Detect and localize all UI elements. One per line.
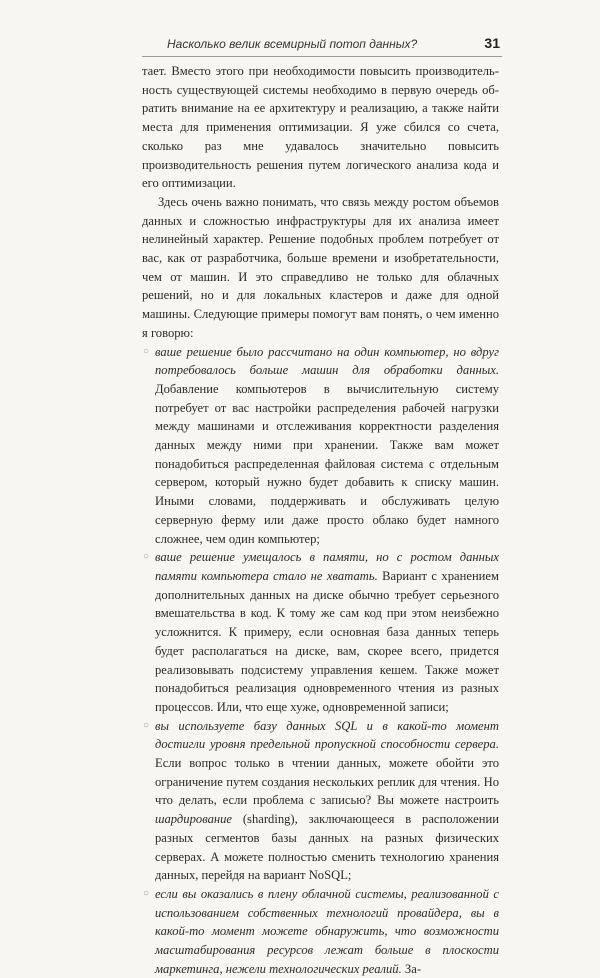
list-item-lead: ваше решение умещалось в памяти, но с ростом данных памяти компьютера стало не хватать. — [155, 550, 499, 583]
list-item-text: Если вопрос только в чтении данных, можете обойти это ограничение путем создания нескольких реплик для чтения. Но что делать, если проблема с записью? Вы можете настроить — [155, 756, 499, 808]
list-item-lead: если вы оказались в плену облачной системы, реализованной с использованием собственных технологий провайдера, вы в какой-то момент можете обнаружить, что возможности масштабирования ресурсов лежат больше в плоскости маркетинга, нежели технологических реалий. — [155, 886, 499, 976]
page-header — [142, 36, 502, 57]
list-item — [142, 343, 499, 549]
list-item-text: (sharding), заключающееся в расположении разных сегментов базы данных на разных физических серверах. А можете полностью сменить технологию хранения данных, перейдя на вариант NoSQL; — [155, 812, 499, 883]
bullet-icon: ○ — [143, 887, 150, 899]
list-item — [142, 717, 499, 885]
list-item-text: Вариант с хранением дополнительных данных на диске обычно требует серьезного вмешательства в код. К тому же сам код при этом неизбежно усложнится. К примеру, если основная база данных теперь будет располагаться на диске, вам, скорее всего, придется реализовывать подсистему управления кешем. Также может понадобиться реализация одновременного чтения из разных процессов. Или, что еще хуже, одновременной записи; — [155, 568, 499, 714]
list-item — [142, 548, 499, 716]
paragraph: тает. Вместо этого при необходимости повысить производительность существующей системы необходимо в первую очередь обратить внимание на ее архитектуру и реализацию, а также найти места для применения оптимизации. Я уже сбился со счета, сколько раз мне удавалось значительно повысить производительность решения путем логического анализа кода и его оптимизации. — [142, 64, 499, 191]
page-number: 31 — [484, 35, 500, 51]
bullet-list — [142, 343, 499, 978]
list-item — [142, 885, 499, 978]
list-item-lead: вы используете базу данных SQL и в какой-то момент достигли уровня предельной пропускной способности сервера. — [155, 718, 499, 752]
body-text — [142, 62, 499, 978]
running-title: Насколько велик всемирный потоп данных? — [167, 37, 418, 51]
paragraph: Здесь очень важно понимать, что связь между ростом объемов данных и сложностью инфраструктуры для их анализа имеет нелинейный характер. Решение подобных проблем потребует от вас, как от разработчика, больше времени и изобретательности, чем от машин. И это справедливо не только для облачных решений, но и для локальных кластеров и даже для одной машины. Следующие примеры помогут вам понять, о чем именно я говорю: — [142, 194, 499, 340]
bullet-icon: ○ — [143, 719, 150, 731]
list-item-lead: ваше решение было рассчитано на один компьютер, но вдруг потребовалось больше машин для обработки данных. — [155, 344, 499, 378]
list-item-text: За- — [404, 961, 422, 976]
list-item-text: Добавление компьютеров в вычислительную систему потребует от вас настройки распределения рабочей нагрузки между машинами и отслеживания корректности разделения данных между ними при хранении. Также вам может понадобиться распределенная файловая система с отдельным сервером, который нужно будет добавить к списку машин. Иными словами, поддерживать и обслуживать целую серверную ферму или даже просто облако будет намного сложнее, чем один компьютер; — [155, 381, 499, 546]
bullet-icon: ○ — [143, 345, 150, 357]
list-item-term: шардирование — [155, 812, 233, 827]
bullet-icon: ○ — [143, 551, 150, 563]
